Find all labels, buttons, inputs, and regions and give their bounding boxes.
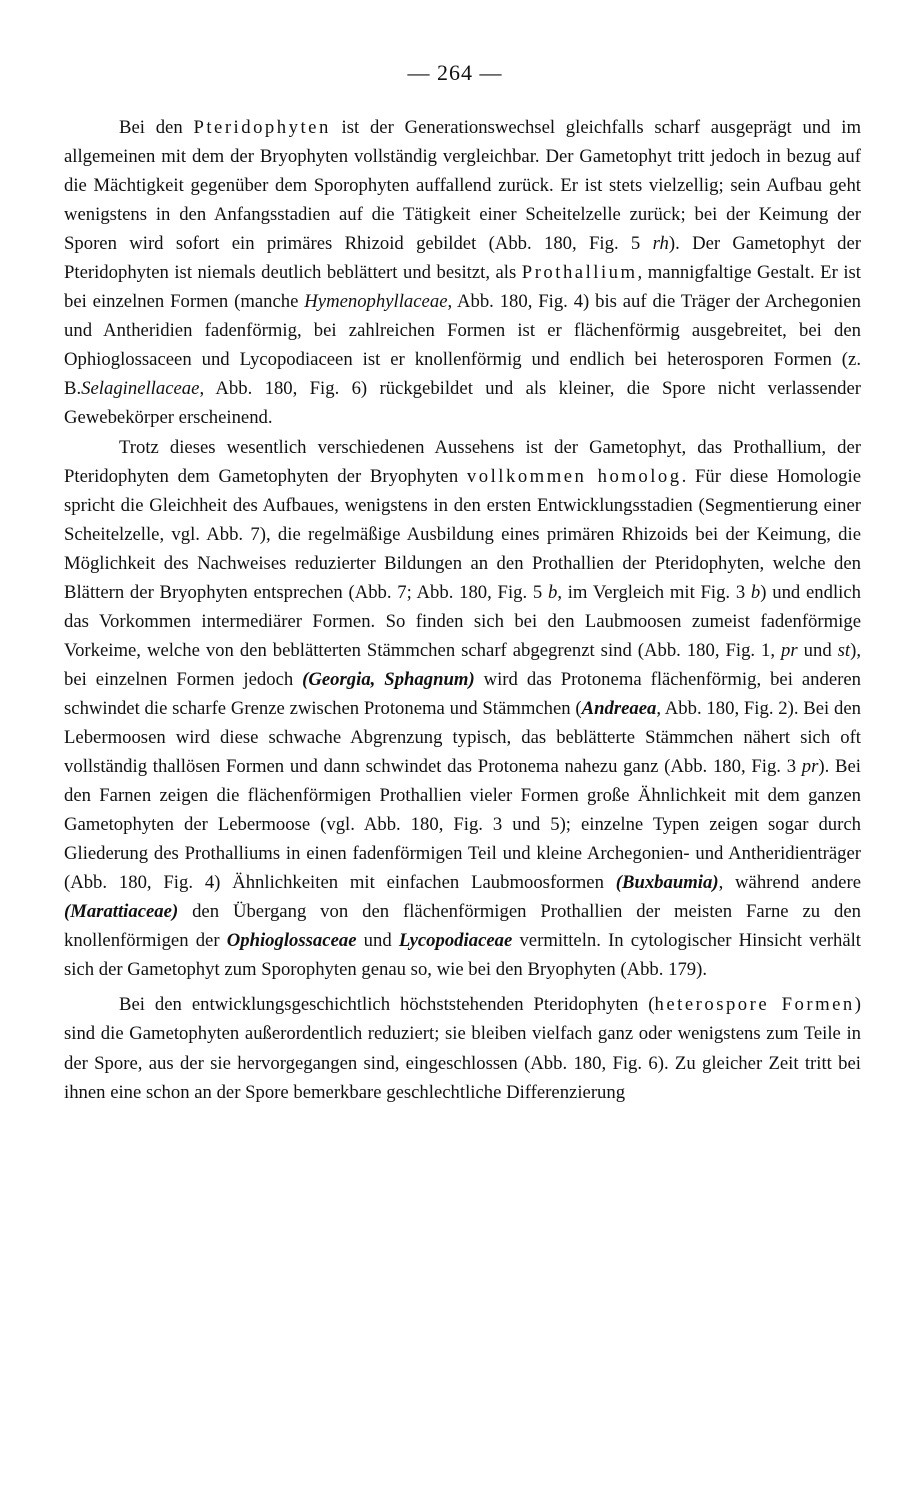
italic-term: pr — [801, 756, 819, 778]
italic-term: b — [547, 581, 558, 603]
bold-italic-term: Lycopodiaceae — [398, 930, 513, 952]
bold-italic-term: (Buxbaumia) — [615, 872, 719, 894]
bold-italic-term: (Marattiaceae) — [64, 901, 179, 923]
italic-term: Hymenophyllaceae — [304, 291, 448, 313]
spaced-term: Prothallium — [521, 262, 638, 284]
bold-italic-term: Andreaea — [581, 697, 657, 719]
paragraph-2: Trotz dieses wesentlich verschiedenen Aussehens ist der Gametophyt, das Prothallium, der Pteridophyten dem Gametophyten der Bryophyten vollkommen homolog. Für diese Homologie spricht die Gleichheit des Aufbaues, wenigstens in den ersten Entwicklungsstadien (Segmentierung einer Scheitelzelle, vgl. Abb. 7), die regelmäßige Ausbildung eines primären Rhizoids bei der Keimung, die Möglichkeit des Nachweises reduzierter Bildungen an den Prothallien der Pteridophyten, welche den Blättern der Bryophyten entsprechen (Abb. 7; Abb. 180, Fig. 5 b, im Vergleich mit Fig. 3 b) und endlich das Vorkommen intermediärer Formen. So finden sich bei den Laubmoosen zumeist fadenförmige Vorkeime, welche von den beblätterten Stämmchen scharf abgegrenzt sind (Abb. 180, Fig. 1, pr und st), bei einzelnen Formen jedoch (Georgia, Sphagnum) wird das Protonema flächenförmig, bei anderen schwindet die scharfe Grenze zwischen Protonema und Stämmchen (Andreaea, Abb. 180, Fig. 2). Bei den Lebermoosen wird diese schwache Abgrenzung typisch, das beblätterte Stämmchen nähert sich oft vollständig thallösen Formen und dann schwindet das Protonema nahezu ganz (Abb. 180, Fig. 3 pr). Bei den Farnen zeigen die flächenförmigen Prothallien vieler Formen große Ähnlichkeit mit dem ganzen Gametophyten der Lebermoose (vgl. Abb. 180, Fig. 3 und 5); einzelne Typen zeigen sogar durch Gliederung des Prothalliums in einen fadenförmigen Teil und kleine Archegonien- und Antheridienträger (Abb. 180, Fig. 4) Ähnlichkeiten mit einfachen Laubmoosformen (Buxbaumia), während andere (Marattiaceae) den Übergang von den flächenförmigen Prothallien der meisten Farne zu den knollenförmigen der Ophioglossaceae und Lycopodiaceae vermitteln. In cytologischer Hinsicht verhält sich der Gametophyt zum Sporophyten genau so, wie bei den Bryophyten (Abb. 179). — [64, 436, 862, 981]
paragraph-1: Bei den Pteridophyten ist der Generationswechsel gleichfalls scharf ausgeprägt und im allgemeinen mit dem der Bryophyten vollständig vergleichbar. Der Gametophyt tritt jedoch in bezug auf die Mächtigkeit gegenüber dem Sporophyten auffallend zurück. Er ist stets vielzellig; sein Aufbau geht wenigstens in den Anfangsstadien auf die Tätigkeit einer Scheitelzelle zurück; bei der Keimung der Sporen wird sofort ein primäres Rhizoid gebildet (Abb. 180, Fig. 5 rh). Der Gametophyt der Pteridophyten ist niemals deutlich beblättert und besitzt, als Prothallium, mannigfaltige Gestalt. Er ist bei einzelnen Formen (manche Hymenophyllaceae, Abb. 180, Fig. 4) bis auf die Träger der Archegonien und Antheridien fadenförmig, bei zahlreichen Formen ist er flächenförmig ausgebreitet, bei den Ophioglossaceen und Lycopodiaceen ist er knollenförmig und endlich bei heterosporen Formen (z. B.Selaginellaceae, Abb. 180, Fig. 6) rückgebildet und als kleiner, die Spore nicht verlassender Gewebekörper erscheinend. — [64, 117, 862, 429]
spaced-term: heterospore Formen — [654, 994, 855, 1016]
spaced-term: Pteridophyten — [193, 117, 331, 138]
italic-term: b — [750, 581, 761, 603]
italic-term: pr — [781, 639, 798, 661]
bold-italic-term: (Georgia, Sphagnum) — [302, 668, 475, 690]
body-text — [64, 113, 861, 1107]
spaced-term: vollkommen homolog — [466, 465, 682, 487]
bold-italic-term: Ophioglossaceae — [226, 930, 357, 952]
italic-term: Selaginellaceae — [81, 378, 200, 400]
italic-term: rh — [652, 233, 669, 255]
italic-term: st — [837, 639, 851, 661]
page-number: — 264 — — [407, 60, 503, 85]
paragraph-3: Bei den entwicklungsgeschichtlich höchststehenden Pteridophyten (heterospore Formen) sind die Gametophyten außerordentlich reduziert; sie bleiben vielfach ganz oder wenigstens zum Teile in der Spore, aus der sie hervorgegangen sind, eingeschlossen (Abb. 180, Fig. 6). Zu gleicher Zeit tritt bei ihnen eine schon an der Spore bemerkbare geschlechtliche Differenzierung — [64, 994, 861, 1103]
